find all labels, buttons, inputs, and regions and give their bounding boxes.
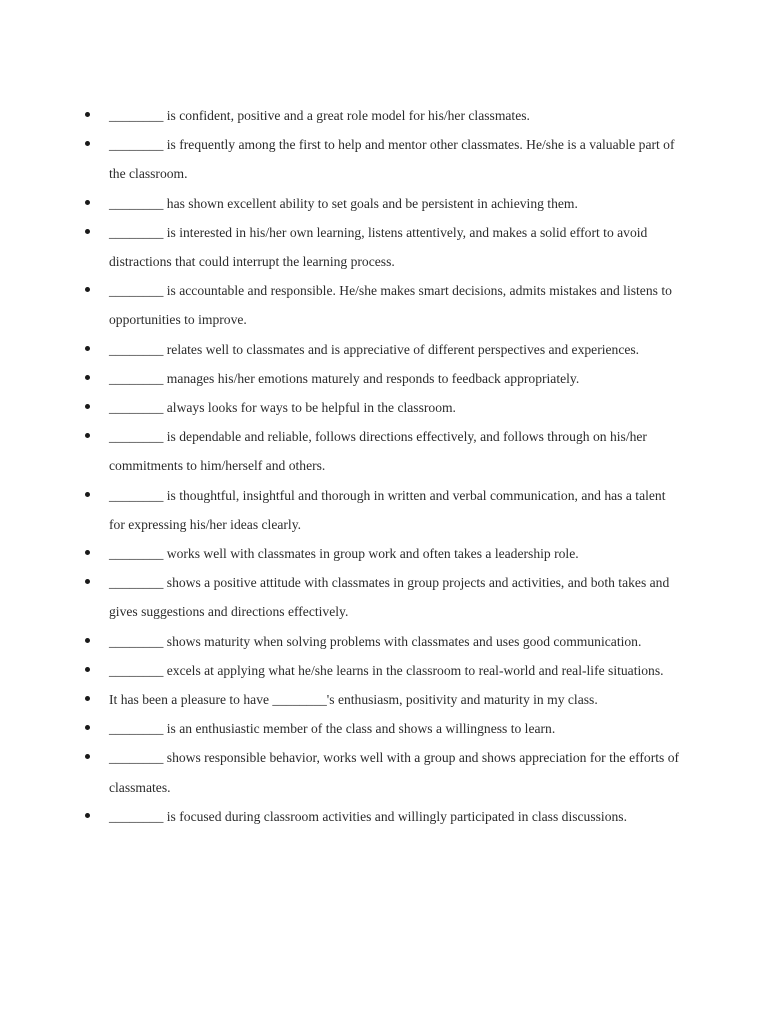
list-item <box>84 101 684 130</box>
bullet-icon <box>85 813 90 818</box>
comment-text: ________ shows maturity when solving problems with classmates and uses good communication. <box>109 633 642 649</box>
bullet-icon <box>85 725 90 730</box>
bullet-icon <box>85 375 90 380</box>
comment-text: ________ works well with classmates in group work and often takes a leadership role. <box>109 546 579 562</box>
comment-text: ________ is accountable and responsible. He/she makes smart decisions, admits mistakes and listens to opportunities to improve. <box>109 283 672 328</box>
bullet-icon <box>85 200 90 205</box>
comment-text: ________ manages his/her emotions maturely and responds to feedback appropriately. <box>109 370 580 386</box>
list-item <box>84 335 684 364</box>
list-item <box>84 656 684 685</box>
comment-text: ________ is thoughtful, insightful and thorough in written and verbal communication, and has a talent for expressing his/her ideas clearly. <box>109 487 666 532</box>
report-card-comment-list <box>84 101 684 831</box>
comment-text: ________ is dependable and reliable, follows directions effectively, and follows through on his/her commitments to him/herself and others. <box>109 429 647 474</box>
bullet-icon <box>85 638 90 643</box>
comment-text: ________ shows a positive attitude with classmates in group projects and activities, and both takes and gives suggestions and directions effectively. <box>109 575 670 620</box>
bullet-icon <box>85 550 90 555</box>
bullet-icon <box>85 141 90 146</box>
list-item <box>84 743 684 801</box>
list-item <box>84 130 684 188</box>
bullet-icon <box>85 492 90 497</box>
bullet-icon <box>85 667 90 672</box>
list-item <box>84 568 684 626</box>
list-item <box>84 189 684 218</box>
comment-text: ________ is focused during classroom activities and willingly participated in class discussions. <box>109 808 627 824</box>
bullet-icon <box>85 696 90 701</box>
comment-text: ________ is an enthusiastic member of the class and shows a willingness to learn. <box>109 721 556 737</box>
comment-text: ________ is confident, positive and a great role model for his/her classmates. <box>109 108 530 123</box>
list-item <box>84 218 684 276</box>
comment-text: ________ relates well to classmates and is appreciative of different perspectives and experiences. <box>109 341 640 357</box>
comment-text: ________ excels at applying what he/she learns in the classroom to real-world and real-life situations. <box>109 662 664 678</box>
bullet-icon <box>85 433 90 438</box>
list-item <box>84 714 684 743</box>
bullet-icon <box>85 112 90 117</box>
list-item <box>84 364 684 393</box>
list-item <box>84 627 684 656</box>
list-item <box>84 685 684 714</box>
comment-text: ________ shows responsible behavior, works well with a group and shows appreciation for the efforts of classmates. <box>109 750 680 795</box>
list-item <box>84 422 684 480</box>
bullet-icon <box>85 346 90 351</box>
comment-text: ________ is frequently among the first to help and mentor other classmates. He/she is a valuable part of the classroom. <box>109 137 675 182</box>
list-item <box>84 276 684 334</box>
bullet-icon <box>85 579 90 584</box>
comment-text: ________ has shown excellent ability to set goals and be persistent in achieving them. <box>109 195 578 211</box>
comment-text: ________ is interested in his/her own learning, listens attentively, and makes a solid effort to avoid distractions that could interrupt the learning process. <box>109 224 648 270</box>
bullet-icon <box>85 754 90 759</box>
list-item <box>84 393 684 422</box>
list-item <box>84 481 684 539</box>
bullet-icon <box>85 229 90 234</box>
comment-text: ________ always looks for ways to be helpful in the classroom. <box>109 400 456 416</box>
bullet-icon <box>85 287 90 292</box>
comment-text: It has been a pleasure to have ________'s enthusiasm, positivity and maturity in my class. <box>109 692 598 708</box>
bullet-icon <box>85 404 90 409</box>
list-item <box>84 802 684 831</box>
list-item <box>84 539 684 568</box>
